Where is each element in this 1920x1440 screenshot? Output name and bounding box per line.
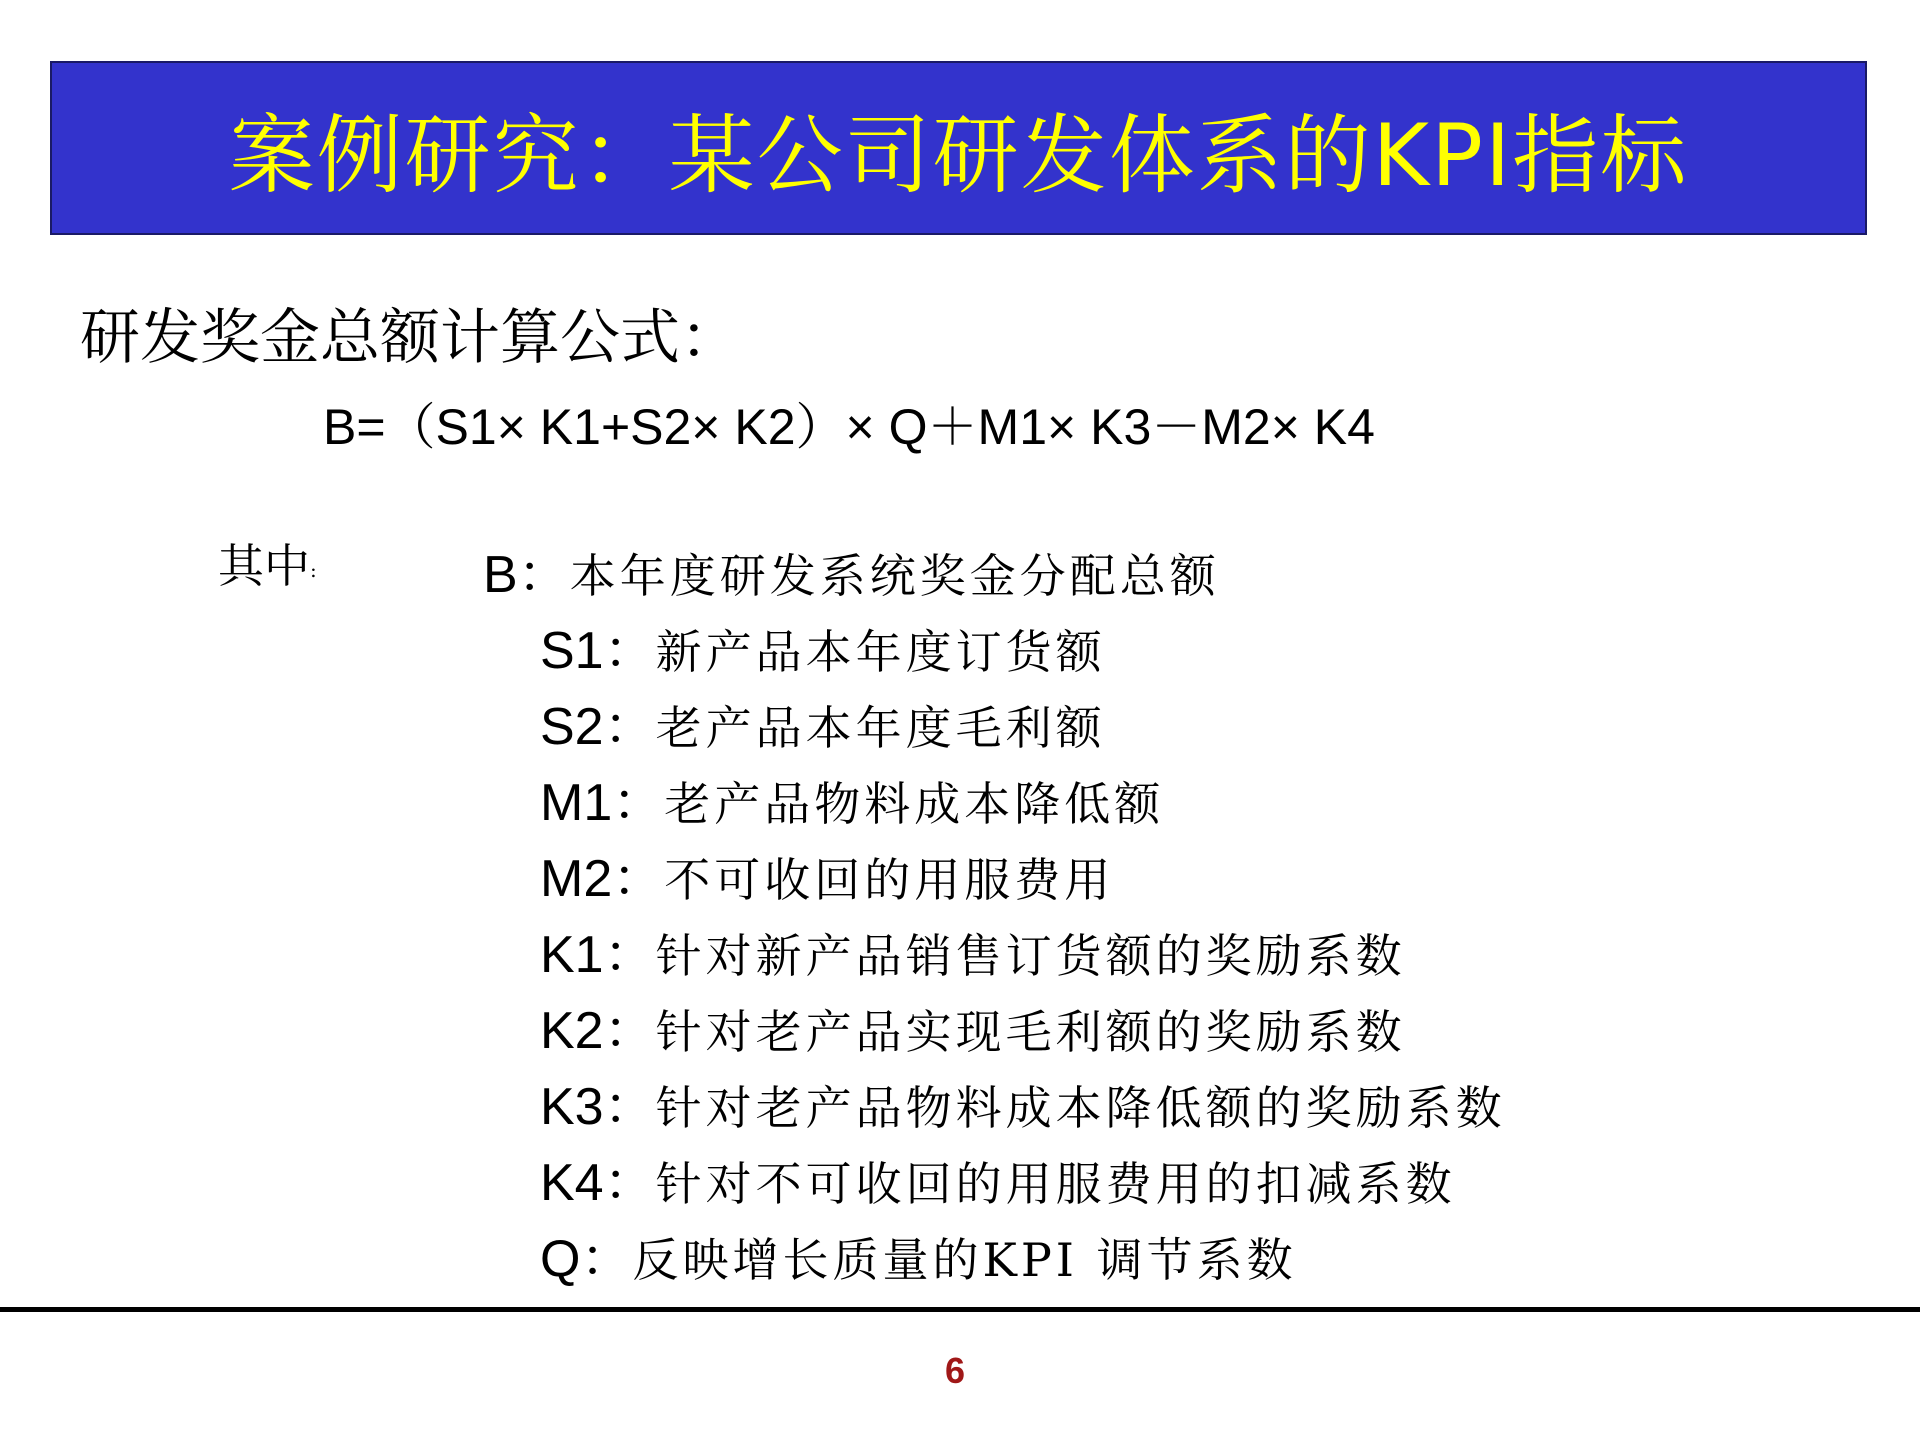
definition-key: M1： <box>540 774 665 832</box>
definition-key: B： <box>483 546 570 604</box>
definition-key: S1： <box>540 622 656 680</box>
where-label-colon: : <box>310 558 317 582</box>
slide-title: 案例研究：某公司研发体系的KPI指标 <box>228 106 1689 206</box>
definition-key: K1： <box>540 926 656 984</box>
definition-key: K3： <box>540 1078 656 1136</box>
definition-desc: 针对新产品销售订货额的奖励系数 <box>655 929 1406 983</box>
definition-row <box>540 988 1406 1063</box>
definition-row <box>540 1216 1297 1291</box>
definition-desc: 本年度研发系统奖金分配总额 <box>569 549 1220 603</box>
definition-row <box>483 532 1220 607</box>
definition-desc: 针对老产品物料成本降低额的奖励系数 <box>655 1081 1506 1135</box>
definition-desc: 不可收回的用服费用 <box>664 853 1115 907</box>
definition-key: K2： <box>540 1002 656 1060</box>
definition-desc: 新产品本年度订货额 <box>655 625 1106 679</box>
page-number: 6 <box>944 1350 966 1391</box>
where-label-text: 其中 <box>218 539 310 593</box>
definition-row <box>540 912 1406 987</box>
definition-row <box>540 1140 1456 1215</box>
definition-row <box>540 836 1114 911</box>
footer-divider <box>0 1307 1920 1312</box>
definition-key: Q： <box>540 1230 633 1288</box>
where-label <box>218 530 317 596</box>
bonus-formula: B=（S1× K1+S2× K2）× Q＋M1× K3－M2× K4 <box>323 399 1375 455</box>
definition-key: M2： <box>540 850 665 908</box>
definition-desc: 针对不可收回的用服费用的扣减系数 <box>655 1157 1456 1211</box>
definition-desc: 老产品本年度毛利额 <box>655 701 1106 755</box>
definition-row <box>540 684 1106 759</box>
definition-row <box>540 608 1106 683</box>
definition-desc: 针对老产品实现毛利额的奖励系数 <box>655 1005 1406 1059</box>
formula-heading: 研发奖金总额计算公式： <box>80 303 740 373</box>
definition-row <box>540 760 1164 835</box>
definition-key: K4： <box>540 1154 656 1212</box>
definition-desc: 老产品物料成本降低额 <box>664 777 1165 831</box>
definition-row <box>540 1064 1506 1139</box>
definition-desc: 反映增长质量的KPI 调节系数 <box>632 1233 1297 1287</box>
definition-key: S2： <box>540 698 656 756</box>
title-banner <box>50 61 1867 235</box>
